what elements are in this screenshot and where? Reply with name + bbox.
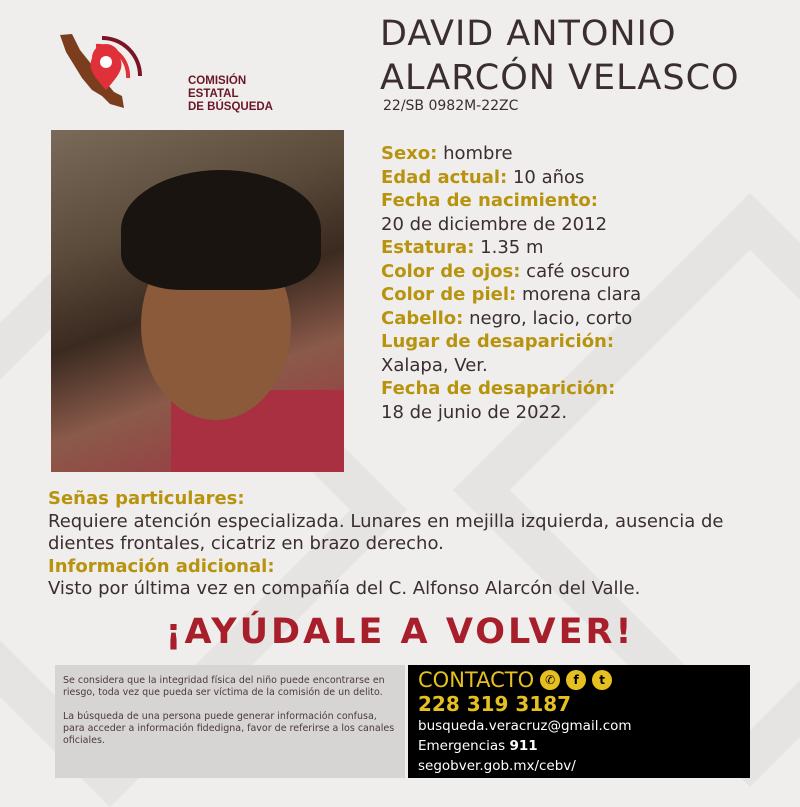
detail-row bbox=[381, 283, 641, 307]
name-line: ALARCÓN VELASCO bbox=[380, 58, 740, 98]
detail-row bbox=[381, 307, 641, 331]
disclaimer bbox=[55, 665, 405, 778]
call-to-action: ¡AYÚDALE A VOLVER! bbox=[165, 612, 635, 652]
detail-row bbox=[381, 236, 641, 260]
detail-row bbox=[381, 189, 641, 213]
detail-label: Estatura: bbox=[381, 237, 475, 258]
detail-label: Color de ojos: bbox=[381, 260, 521, 282]
logo bbox=[52, 30, 292, 113]
phone-icon[interactable]: ✆ bbox=[540, 670, 560, 690]
emergency-label: Emergencias bbox=[418, 738, 506, 754]
details-list bbox=[381, 142, 641, 424]
person-photo bbox=[51, 130, 344, 472]
detail-value: negro, lacio, corto bbox=[469, 307, 633, 329]
detail-value: Xalapa, Ver. bbox=[381, 354, 488, 376]
emergency-line bbox=[418, 736, 740, 756]
detail-row bbox=[381, 260, 641, 284]
detail-row bbox=[381, 166, 641, 190]
detail-label: Lugar de desaparición: bbox=[381, 331, 615, 352]
veracruz-map-icon bbox=[52, 30, 182, 110]
adicional-label: Información adicional: bbox=[48, 555, 275, 577]
case-code: 22/SB 0982M-22ZC bbox=[383, 98, 519, 114]
disclaimer-text: Se considera que la integridad física del niño puede encontrarse en riesgo, toda vez que pueda ser víctima de la comisión de un delito. bbox=[63, 675, 385, 698]
detail-label: Sexo: bbox=[381, 143, 438, 164]
detail-value: hombre bbox=[443, 143, 513, 164]
name-line: DAVID ANTONIO bbox=[380, 14, 677, 54]
detail-value: café oscuro bbox=[526, 260, 630, 282]
senas-label: Señas particulares: bbox=[48, 488, 245, 509]
detail-value: 1.35 m bbox=[480, 237, 544, 258]
person-name bbox=[380, 12, 740, 100]
detail-value: 18 de junio de 2022. bbox=[381, 401, 568, 423]
logo-text: DE BÚSQUEDA bbox=[188, 101, 273, 113]
detail-label: Cabello: bbox=[381, 307, 464, 329]
contact-box bbox=[408, 665, 750, 778]
logo-text: COMISIÓN ESTATAL bbox=[188, 75, 247, 100]
detail-label: Fecha de desaparición: bbox=[381, 378, 616, 399]
detail-label: Edad actual: bbox=[381, 166, 508, 188]
contact-phone[interactable]: 228 319 3187 bbox=[418, 692, 572, 716]
detail-label: Fecha de nacimiento: bbox=[381, 190, 598, 211]
adicional-text: Visto por última vez en compañía del C. Alfonso Alarcón del Valle. bbox=[48, 578, 641, 599]
twitter-icon[interactable]: t bbox=[592, 670, 612, 690]
facebook-icon[interactable]: f bbox=[566, 670, 586, 690]
contact-website[interactable]: segobver.gob.mx/cebv/ bbox=[418, 758, 576, 774]
detail-label: Color de piel: bbox=[381, 284, 517, 305]
detail-value: 20 de diciembre de 2012 bbox=[381, 213, 608, 235]
detail-row bbox=[381, 142, 641, 166]
detail-value: morena clara bbox=[521, 284, 642, 305]
contact-title: CONTACTO bbox=[418, 668, 535, 692]
senas-text: Requiere atención especializada. Lunares en mejilla izquierda, ausencia de dientes frontales, cicatriz en brazo derecho. bbox=[48, 510, 724, 554]
emergency-number: 911 bbox=[509, 738, 538, 754]
additional-info bbox=[48, 488, 748, 601]
detail-row bbox=[381, 330, 641, 354]
detail-row bbox=[381, 377, 641, 401]
detail-value: 10 años bbox=[512, 166, 585, 188]
disclaimer-text: La búsqueda de una persona puede generar información confusa, para acceder a información fidedigna, favor de referirse a los canales oficiales. bbox=[63, 711, 395, 746]
contact-email[interactable]: busqueda.veracruz@gmail.com bbox=[418, 718, 632, 734]
